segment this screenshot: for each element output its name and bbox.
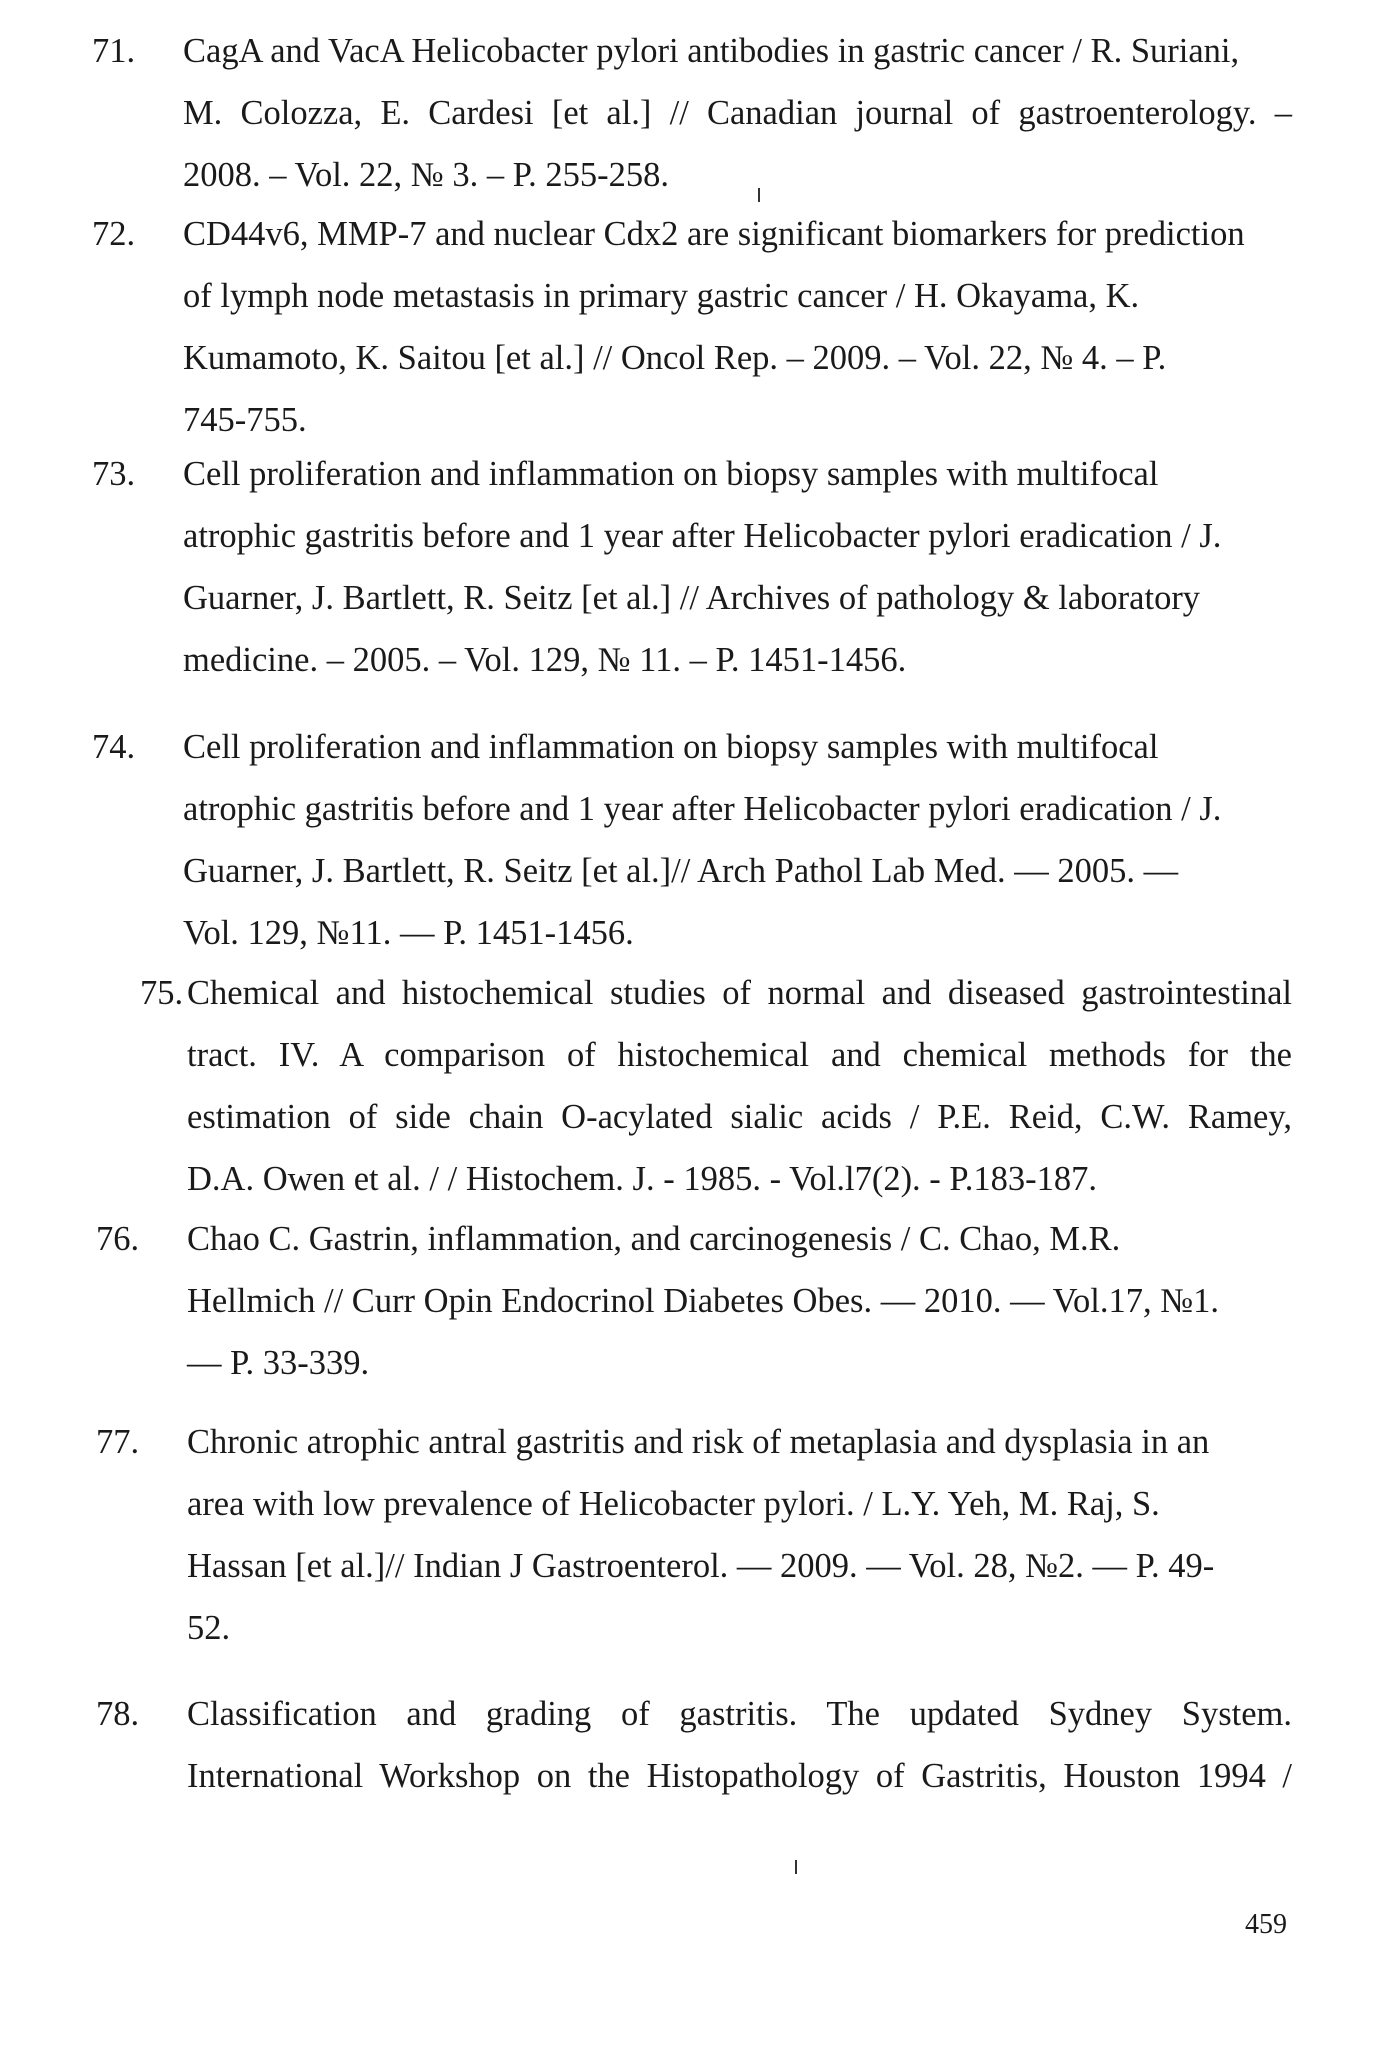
reference-text-line: estimation of side chain O-acylated sialic acids / P.E. Reid, C.W. Ramey,: [187, 1098, 1292, 1136]
reference-text-line: Vol. 129, №11. — P. 1451-1456.: [183, 914, 634, 952]
reference-text-line: Guarner, J. Bartlett, R. Seitz [et al.]// Arch Pathol Lab Med. — 2005. —: [183, 852, 1179, 890]
reference-text-line: Hellmich // Curr Opin Endocrinol Diabetes Obes. — 2010. — Vol.17, №1.: [187, 1282, 1220, 1320]
reference-text-line: Chemical and histochemical studies of normal and diseased gastrointestinal: [187, 974, 1292, 1012]
reference-text-line: area with low prevalence of Helicobacter pylori. / L.Y. Yeh, M. Raj, S.: [187, 1485, 1160, 1523]
reference-text-line: of lymph node metastasis in primary gastric cancer / H. Okayama, K.: [183, 277, 1140, 315]
reference-text-line: M. Colozza, E. Cardesi [et al.] // Canadian journal of gastroenterology. –: [183, 94, 1292, 132]
reference-text-line: tract. IV. A comparison of histochemical and chemical methods for the: [187, 1036, 1292, 1074]
reference-text-line: 52.: [187, 1609, 231, 1647]
reference-text-line: — P. 33-339.: [187, 1344, 370, 1382]
reference-text-line: International Workshop on the Histopathology of Gastritis, Houston 1994 /: [187, 1757, 1292, 1795]
reference-text-line: atrophic gastritis before and 1 year after Helicobacter pylori eradication / J.: [183, 517, 1222, 555]
reference-text-line: Chronic atrophic antral gastritis and risk of metaplasia and dysplasia in an: [187, 1423, 1210, 1461]
reference-text-line: CagA and VacA Helicobacter pylori antibodies in gastric cancer / R. Suriani,: [183, 32, 1240, 70]
reference-text-line: 745-755.: [183, 401, 307, 439]
reference-77: [96, 1411, 1292, 1659]
reference-76: [96, 1208, 1292, 1394]
reference-number: 72.: [92, 215, 136, 253]
reference-number: 78.: [96, 1695, 140, 1733]
reference-text-line: D.A. Owen et al. / / Histochem. J. - 1985. - Vol.l7(2). - P.183-187.: [187, 1160, 1098, 1198]
reference-text-line: Guarner, J. Bartlett, R. Seitz [et al.] // Archives of pathology & laboratory: [183, 579, 1201, 617]
reference-71: [92, 20, 1292, 206]
reference-text-line: Cell proliferation and inflammation on biopsy samples with multifocal: [183, 728, 1159, 766]
reference-text-line: Classification and grading of gastritis. The updated Sydney System.: [187, 1695, 1292, 1733]
reference-number: 75.: [140, 974, 184, 1012]
reference-74: [92, 716, 1292, 964]
reference-73: [92, 443, 1292, 691]
reference-number: 73.: [92, 455, 136, 493]
reference-text-line: Cell proliferation and inflammation on biopsy samples with multifocal: [183, 455, 1159, 493]
reference-text-line: atrophic gastritis before and 1 year after Helicobacter pylori eradication / J.: [183, 790, 1222, 828]
reference-number: 71.: [92, 32, 136, 70]
reference-text-line: 2008. – Vol. 22, № 3. – P. 255-258.: [183, 156, 669, 194]
reference-number: 76.: [96, 1220, 140, 1258]
reference-text-line: Hassan [et al.]// Indian J Gastroenterol. — 2009. — Vol. 28, №2. — P. 49-: [187, 1547, 1215, 1585]
scan-speck: [795, 1860, 797, 1874]
reference-text-line: CD44v6, MMP-7 and nuclear Cdx2 are significant biomarkers for prediction: [183, 215, 1245, 253]
reference-text-line: medicine. – 2005. – Vol. 129, № 11. – P. 1451-1456.: [183, 641, 907, 679]
reference-72: [92, 203, 1292, 451]
page-number: 459: [1245, 1909, 1287, 1940]
reference-number: 74.: [92, 728, 136, 766]
reference-number: 77.: [96, 1423, 140, 1461]
reference-text-line: Chao C. Gastrin, inflammation, and carcinogenesis / C. Chao, M.R.: [187, 1220, 1121, 1258]
reference-75: [140, 962, 1292, 1210]
reference-text-line: Kumamoto, K. Saitou [et al.] // Oncol Rep. – 2009. – Vol. 22, № 4. – P.: [183, 339, 1167, 377]
reference-78: [96, 1683, 1292, 1807]
scan-speck: [758, 188, 760, 202]
